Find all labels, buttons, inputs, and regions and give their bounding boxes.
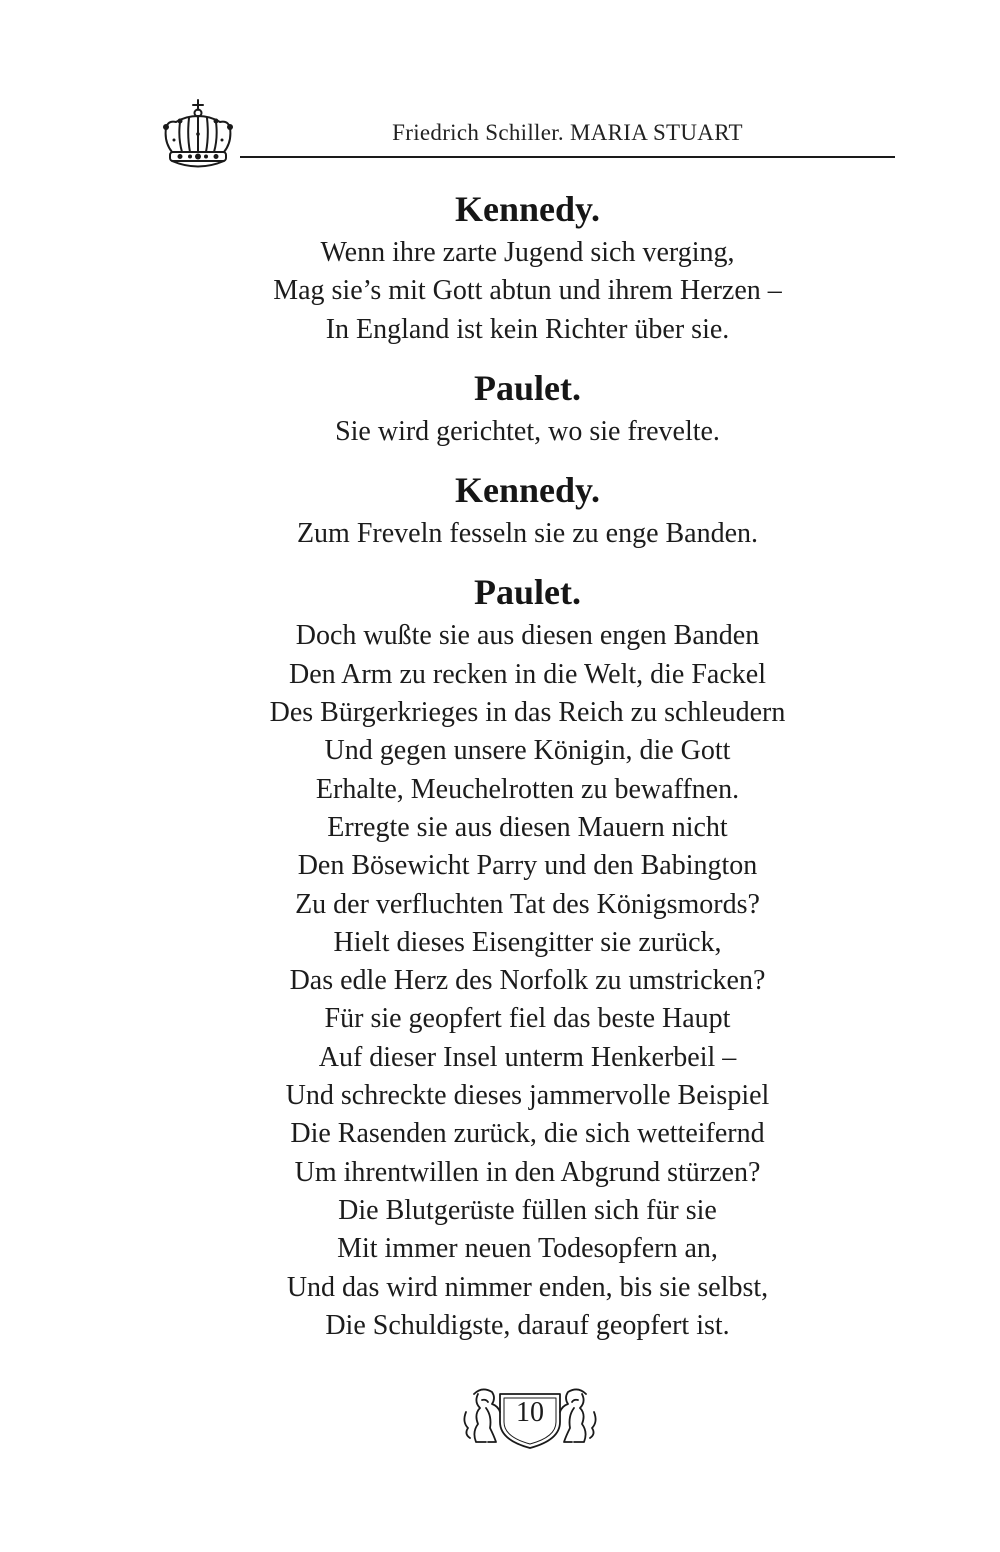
verse-line: Zu der verfluchten Tat des Königsmords? xyxy=(295,888,760,920)
verse-line: Zum Freveln fesseln sie zu enge Banden. xyxy=(296,518,759,550)
speaker-name: Paulet. xyxy=(474,367,581,408)
verse-line: Doch wußte sie aus diesen engen Banden xyxy=(295,620,760,652)
verse-line: Auf dieser Insel unterm Henkerbeil – xyxy=(318,1041,737,1073)
verse-line: Des Bürgerkrieges in das Reich zu schleudern xyxy=(269,697,786,729)
verse-line: In England ist kein Richter über sie. xyxy=(325,313,730,345)
verse-line: Sie wird gerichtet, wo sie frevelte. xyxy=(335,415,720,447)
verse-line: Erhalte, Meuchelrotten zu bewaffnen. xyxy=(315,773,740,805)
verse-line: Mit immer neuen Todesopfern an, xyxy=(337,1233,718,1265)
verse-line: Den Arm zu recken in die Welt, die Fackel xyxy=(289,658,766,690)
verse-line: Erregte sie aus diesen Mauern nicht xyxy=(327,811,728,843)
header-rule xyxy=(240,156,895,158)
verse-line: Den Bösewicht Parry und den Babington xyxy=(297,850,758,882)
page-number: 10 xyxy=(516,1397,544,1428)
speaker-name: Kennedy. xyxy=(454,189,601,229)
verse-line: Und schreckte dieses jammervolle Beispiel xyxy=(285,1080,770,1112)
verse-line: Für sie geopfert fiel das beste Haupt xyxy=(324,1003,731,1035)
page-header xyxy=(0,0,1000,200)
verse-line: Um ihrentwillen in den Abgrund stürzen? xyxy=(294,1156,761,1188)
verse-line: Das edle Herz des Norfolk zu umstricken? xyxy=(289,965,766,997)
running-title: Friedrich Schiller. MARIA STUART xyxy=(392,120,743,145)
verse-line: Und gegen unsere Königin, die Gott xyxy=(324,735,731,767)
play-text xyxy=(240,186,815,1345)
speaker-name: Kennedy. xyxy=(454,470,601,511)
verse-line: Mag sie’s mit Gott abtun und ihrem Herzen – xyxy=(273,275,782,307)
verse-line: Die Rasenden zurück, die sich wetteifernd xyxy=(290,1118,765,1150)
crown-icon xyxy=(158,98,238,174)
speaker-name: Paulet. xyxy=(474,572,581,613)
verse-line: Hielt dieses Eisengitter sie zurück, xyxy=(333,926,722,958)
verse-line: Die Blutgerüste füllen sich für sie xyxy=(338,1194,717,1226)
verse-line: Wenn ihre zarte Jugend sich verging, xyxy=(320,237,735,268)
verse-line: Die Schuldigste, darauf geopfert ist. xyxy=(325,1309,730,1341)
verse-line: Und das wird nimmer enden, bis sie selbst, xyxy=(286,1271,769,1303)
